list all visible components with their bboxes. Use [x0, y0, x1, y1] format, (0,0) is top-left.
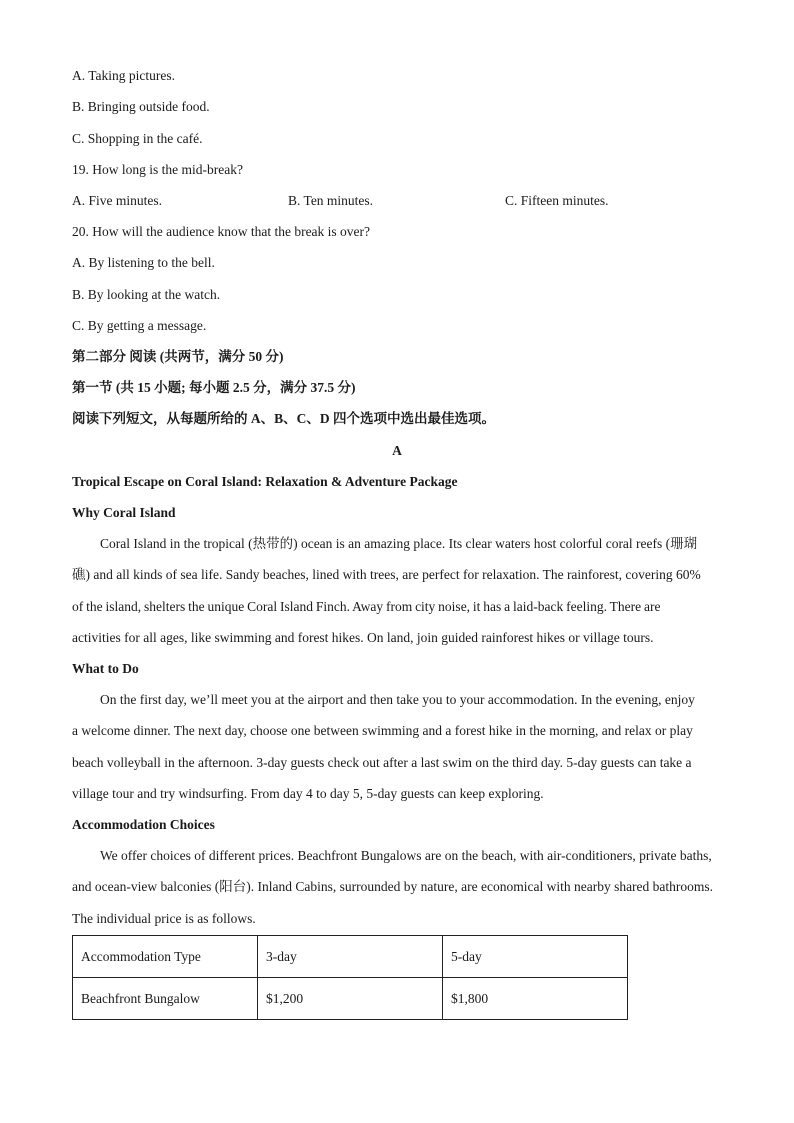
- q20-option-a: A. By listening to the bell.: [72, 255, 215, 270]
- q20-option-c: C. By getting a message.: [72, 318, 207, 333]
- q20-question: 20. How will the audience know that the break is over?: [72, 224, 371, 239]
- passage-title: Tropical Escape on Coral Island: Relaxation & Adventure Package: [72, 474, 458, 489]
- table-header-row: [73, 936, 628, 978]
- q19-option-c: C. Fifteen minutes.: [505, 193, 609, 208]
- why-line-3: of the island, shelters the unique Coral Island Finch. Away from city noise, it has a laid-back feeling. There are: [72, 599, 661, 614]
- table-header-cell: 3-day: [258, 936, 443, 978]
- table-header-cell: Accommodation Type: [73, 936, 258, 978]
- q18-option-c: C. Shopping in the café.: [72, 131, 203, 146]
- table-cell: Beachfront Bungalow: [73, 978, 258, 1020]
- q18-option-a: A. Taking pictures.: [72, 68, 176, 83]
- passage-letter: A: [392, 443, 402, 458]
- acc-line-2: and ocean-view balconies (阳台). Inland Cabins, surrounded by nature, are economical with nearby shared bathrooms.: [72, 879, 714, 894]
- section-title: 第一节 (共 15 小题; 每小题 2.5 分，满分 37.5 分): [72, 380, 356, 395]
- instruction: 阅读下列短文，从每题所给的 A、B、C、D 四个选项中选出最佳选项。: [72, 411, 496, 426]
- heading-why-coral-island: Why Coral Island: [72, 505, 176, 520]
- what-line-2: a welcome dinner. The next day, choose one between swimming and a forest hike in the morning, and relax or play: [72, 723, 693, 738]
- q19-question: 19. How long is the mid-break?: [72, 162, 243, 177]
- why-line-1: Coral Island in the tropical (热带的) ocean is an amazing place. Its clear waters host colorful coral reefs (珊瑚: [100, 536, 698, 551]
- table-row: [73, 978, 628, 1020]
- table-header-cell: 5-day: [443, 936, 628, 978]
- part-title: 第二部分 阅读 (共两节，满分 50 分): [72, 349, 284, 364]
- what-line-4: village tour and try windsurfing. From day 4 to day 5, 5-day guests can keep exploring.: [72, 786, 544, 801]
- q20-option-b: B. By looking at the watch.: [72, 287, 221, 302]
- what-line-1: On the first day, we’ll meet you at the airport and then take you to your accommodation. In the evening, enjoy: [100, 692, 695, 707]
- heading-accommodation-choices: Accommodation Choices: [72, 817, 215, 832]
- acc-line-3: The individual price is as follows.: [72, 911, 256, 926]
- q18-option-b: B. Bringing outside food.: [72, 99, 210, 114]
- table-cell: $1,800: [443, 978, 628, 1020]
- why-line-2: 礁) and all kinds of sea life. Sandy beaches, lined with trees, are perfect for relaxation. The rainforest, covering 60%: [72, 567, 701, 582]
- accommodation-price-table: [72, 935, 628, 1020]
- what-line-3: beach volleyball in the afternoon. 3-day guests check out after a last swim on the third day. 5-day guests can take a: [72, 755, 692, 770]
- q19-option-a: A. Five minutes.: [72, 193, 162, 208]
- acc-line-1: We offer choices of different prices. Beachfront Bungalows are on the beach, with air-conditioners, private baths,: [100, 848, 712, 863]
- why-line-4: activities for all ages, like swimming and forest hikes. On land, join guided rainforest hikes or village tours.: [72, 630, 654, 645]
- table-cell: $1,200: [258, 978, 443, 1020]
- heading-what-to-do: What to Do: [72, 661, 139, 676]
- q19-option-b: B. Ten minutes.: [288, 193, 374, 208]
